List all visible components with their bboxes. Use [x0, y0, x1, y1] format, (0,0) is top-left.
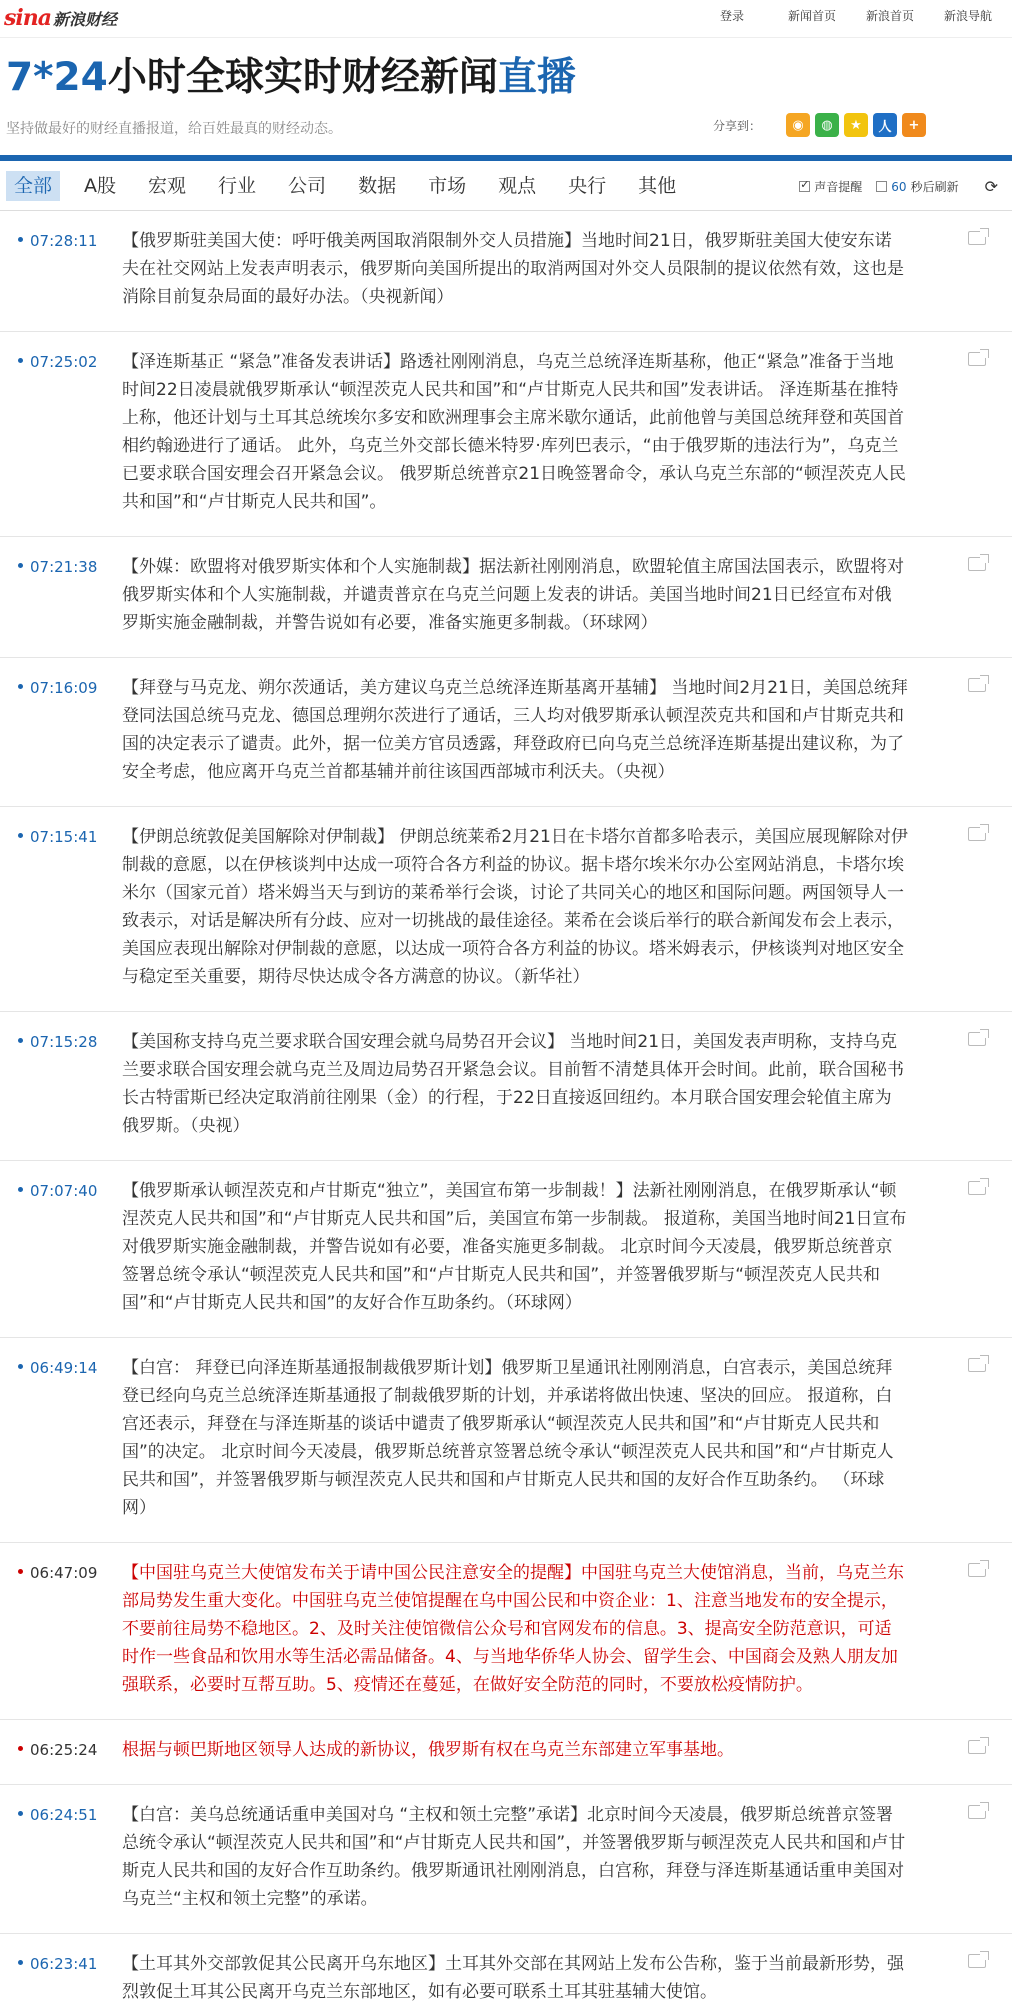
weibo-icon[interactable]: ◉ — [786, 113, 810, 137]
share-icon[interactable] — [968, 352, 986, 366]
tab-macro[interactable]: 宏观 — [148, 175, 187, 197]
tab-bar — [0, 161, 1012, 211]
bullet-dot-icon — [18, 1811, 23, 1816]
share-icon[interactable] — [968, 1563, 986, 1577]
top-bar — [0, 0, 1012, 38]
news-text: 【美国称支持乌克兰要求联合国安理会就乌局势召开会议】 当地时间21日，美国发表声明称，支持乌克兰要求联合国安理会就乌克兰及周边局势召开紧急会议。目前暂不清楚具体开会时间。此前，联合国秘书长古特雷斯已经决定取消前往刚果（金）的行程，于22日直接返回纽约。本月联合国安理会轮值主席为俄罗斯。（央视） — [122, 1032, 904, 1136]
news-text: 【中国驻乌克兰大使馆发布关于请中国公民注意安全的提醒】中国驻乌克兰大使馆消息，当前，乌克兰东部局势发生重大变化。中国驻乌克兰使馆提醒在乌中国公民和中资企业：1、注意当地发布的安全提示，不要前往局势不稳地区。2、及时关注使馆微信公众号和官网发布的信息。3、提高安全防范意识，可适时作一些食品和饮用水等生活必需品储备。4、与当地华侨华人协会、留学生会、中国商会及熟人朋友加强联系，必要时互帮互助。5、疫情还在蔓延，在做好安全防范的同时，不要放松疫情防护。 — [122, 1563, 904, 1695]
bullet-dot-icon — [18, 684, 23, 689]
tab-a-share[interactable]: A股 — [84, 175, 117, 197]
share-icon[interactable] — [968, 557, 986, 571]
news-time: 07:28:11 — [30, 232, 98, 250]
share-icon[interactable] — [968, 1181, 986, 1195]
news-time: 07:15:28 — [30, 1033, 98, 1051]
refresh-icon[interactable]: ⟳ — [984, 177, 998, 196]
bullet-dot-icon — [18, 1960, 23, 1965]
news-time: 07:07:40 — [30, 1182, 98, 1200]
share-label: 分享到： — [712, 118, 761, 133]
news-item — [0, 211, 1012, 332]
news-item — [0, 332, 1012, 537]
news-text: 【拜登与马克龙、朔尔茨通话，美方建议乌克兰总统泽连斯基离开基辅】 当地时间2月21日，美国总统拜登同法国总统马克龙、德国总理朔尔茨进行了通话，三人均对俄罗斯承认顿涅茨克共和国和卢甘斯克共和国的决定表示了谴责。此外，据一位美方官员透露，拜登政府已向乌克兰总统泽连斯基提出建议称，为了安全考虑，他应离开乌克兰首都基辅并前往该国西部城市利沃夫。（央视） — [122, 678, 908, 782]
news-item — [0, 1161, 1012, 1338]
news-text: 【白宫： 拜登已向泽连斯基通报制裁俄罗斯计划】俄罗斯卫星通讯社刚刚消息，白宫表示，美国总统拜登已经向乌克兰总统泽连斯基通报了制裁俄罗斯的计划，并承诺将做出快速、坚决的回应。 报道称，白宫还表示，拜登在与泽连斯基的谈话中谴责了俄罗斯承认“顿涅茨克人民共和国”和“卢甘斯克人民共和国”的决定。 北京时间今天凌晨，俄罗斯总统普京签署总统令承认“顿涅茨克人民共和国”和“卢甘斯克人民共和国”，并签署俄罗斯与顿涅茨克人民共和国和卢甘斯克人民共和国的友好合作互助条约。 （环球网） — [122, 1358, 894, 1518]
feed-options — [799, 177, 998, 196]
page-title — [6, 50, 576, 106]
news-text: 【俄罗斯驻美国大使：呼吁俄美两国取消限制外交人员措施】当地时间21日，俄罗斯驻美国大使安东诺夫在社交网站上发表声明表示，俄罗斯向美国所提出的取消两国对外交人员限制的提议依然有效，这也是消除目前复杂局面的最好办法。（央视新闻） — [122, 231, 904, 307]
news-feed — [0, 211, 1012, 2008]
tab-company[interactable]: 公司 — [288, 175, 327, 197]
bullet-dot-icon — [18, 1746, 23, 1751]
top-nav — [690, 7, 992, 24]
bullet-dot-icon — [18, 358, 23, 363]
news-item — [0, 807, 1012, 1012]
news-item — [0, 1543, 1012, 1720]
header — [0, 38, 1012, 155]
tab-industry[interactable]: 行业 — [218, 175, 257, 197]
share-icon[interactable] — [968, 1805, 986, 1819]
news-text: 【伊朗总统敦促美国解除对伊制裁】 伊朗总统莱希2月21日在卡塔尔首都多哈表示，美国应展现解除对伊制裁的意愿，以在伊核谈判中达成一项符合各方利益的协议。据卡塔尔埃米尔办公室网站消息，卡塔尔埃米尔（国家元首）塔米姆当天与到访的莱希举行会谈，讨论了共同关心的地区和国际问题。两国领导人一致表示，对话是解决所有分歧、应对一切挑战的最佳途径。莱希在会谈后举行的联合新闻发布会上表示，美国应表现出解除对伊制裁的意愿，以达成一项符合各方利益的协议。塔米姆表示，伊核谈判对地区安全与稳定至关重要，期待尽快达成令各方满意的协议。（新华社） — [122, 827, 908, 987]
share-icon[interactable] — [968, 1032, 986, 1046]
sound-checkbox[interactable] — [799, 181, 810, 192]
news-item — [0, 1012, 1012, 1161]
bullet-dot-icon — [18, 1569, 23, 1574]
title-part2: 小时全球实时财经新闻 — [107, 55, 498, 100]
news-text: 根据与顿巴斯地区领导人达成的新协议，俄罗斯有权在乌克兰东部建立军事基地。 — [122, 1740, 734, 1760]
share-icon[interactable] — [968, 1740, 986, 1754]
category-tabs — [6, 171, 700, 201]
news-time: 06:49:14 — [30, 1359, 98, 1377]
title-part1: 7*24 — [6, 55, 108, 100]
tab-data[interactable]: 数据 — [358, 175, 397, 197]
news-home-link[interactable]: 新闻首页 — [787, 9, 836, 23]
news-text: 【外媒：欧盟将对俄罗斯实体和个人实施制裁】据法新社刚刚消息，欧盟轮值主席国法国表示，欧盟将对俄罗斯实体和个人实施制裁，并谴责普京在乌克兰问题上发表的讲话。美国当地时间21日已经宣布对俄罗斯实施金融制裁，并警告说如有必要，准备实施更多制裁。（环球网） — [122, 557, 904, 633]
tab-all[interactable]: 全部 — [6, 171, 60, 201]
news-text: 【白宫：美乌总统通话重申美国对乌 “主权和领土完整”承诺】北京时间今天凌晨，俄罗斯总统普京签署总统令承认“顿涅茨克人民共和国”和“卢甘斯克人民共和国”，并签署俄罗斯与顿涅茨克人民共和国和卢甘斯克人民共和国的友好合作互助条约。俄罗斯通讯社刚刚消息，白宫称，拜登与泽连斯基通话重申美国对乌克兰“主权和领土完整”的承诺。 — [122, 1805, 906, 1909]
news-time: 07:16:09 — [30, 679, 98, 697]
bullet-dot-icon — [18, 563, 23, 568]
bullet-dot-icon — [18, 1364, 23, 1369]
refresh-label: 秒后刷新 — [910, 180, 959, 194]
bullet-dot-icon — [18, 1187, 23, 1192]
share-icon[interactable] — [968, 1358, 986, 1372]
news-time: 06:47:09 — [30, 1564, 98, 1582]
slogan: 坚持做最好的财经直播报道，给百姓最真的财经动态。 — [6, 121, 342, 137]
share-bar — [713, 113, 926, 137]
news-text: 【俄罗斯承认顿涅茨克和卢甘斯克“独立”，美国宣布第一步制裁！】法新社刚刚消息，在俄罗斯承认“顿涅茨克人民共和国”和“卢甘斯克人民共和国”后，美国宣布第一步制裁。 报道称，美国当地时间21日宣布对俄罗斯实施金融制裁，并警告说如有必要，准备实施更多制裁。 北京时间今天凌晨，俄罗斯总统普京签署总统令承认“顿涅茨克人民共和国”和“卢甘斯克人民共和国”，并签署俄罗斯与“顿涅茨克人民共和国”和“卢甘斯克人民共和国”的友好合作互助条约。（环球网） — [122, 1181, 907, 1313]
share-icon[interactable] — [968, 678, 986, 692]
share-icon[interactable] — [968, 1954, 986, 1968]
news-item — [0, 1720, 1012, 1785]
share-icon[interactable] — [968, 827, 986, 841]
wechat-icon[interactable]: ◍ — [815, 113, 839, 137]
login-link[interactable]: 登录 — [719, 9, 744, 23]
news-item — [0, 1934, 1012, 2008]
news-time: 07:25:02 — [30, 353, 98, 371]
sina-nav-link[interactable]: 新浪导航 — [943, 9, 992, 23]
news-time: 07:21:38 — [30, 558, 98, 576]
bullet-dot-icon — [18, 1038, 23, 1043]
news-time: 06:24:51 — [30, 1806, 98, 1824]
news-time: 06:25:24 — [30, 1741, 98, 1759]
bullet-dot-icon — [18, 237, 23, 242]
tab-market[interactable]: 市场 — [428, 175, 467, 197]
logo-brand: sina — [4, 5, 51, 31]
bullet-dot-icon — [18, 833, 23, 838]
auto-refresh-checkbox[interactable] — [876, 181, 887, 192]
news-item — [0, 658, 1012, 807]
news-time: 07:15:41 — [30, 828, 98, 846]
qzone-icon[interactable]: ★ — [844, 113, 868, 137]
logo-sub: 新浪财经 — [53, 9, 118, 29]
renren-icon[interactable]: 人 — [873, 113, 897, 137]
news-item — [0, 1338, 1012, 1543]
news-item — [0, 1785, 1012, 1934]
tab-central-bank[interactable]: 央行 — [568, 175, 607, 197]
share-icon[interactable] — [968, 231, 986, 245]
news-text: 【土耳其外交部敦促其公民离开乌东地区】土耳其外交部在其网站上发布公告称，鉴于当前最新形势，强烈敦促土耳其公民离开乌克兰东部地区，如有必要可联系土耳其驻基辅大使馆。 — [122, 1954, 904, 2002]
news-text: 【泽连斯基正 “紧急”准备发表讲话】路透社刚刚消息，乌克兰总统泽连斯基称，他正“紧急”准备于当地时间22日凌晨就俄罗斯承认“顿涅茨克人民共和国”和“卢甘斯克人民共和国”发表讲话。 泽连斯基在推特上称，他还计划与土耳其总统埃尔多安和欧洲理事会主席米歇尔通话，此前他曾与美国总统拜登和英国首相约翰逊进行了通话。 此外，乌克兰外交部长德米特罗·库列巴表示，“由于俄罗斯的违法行为”，乌克兰已要求联合国安理会召开紧急会议。 俄罗斯总统普京21日晚签署命令，承认乌克兰东部的“顿涅茨克人民共和国”和“卢甘斯克人民共和国”。 — [122, 352, 906, 512]
more-icon[interactable]: + — [902, 113, 926, 137]
refresh-seconds: 60 — [891, 179, 907, 194]
news-time: 06:23:41 — [30, 1955, 98, 1973]
title-part3: 直播 — [497, 55, 576, 100]
news-item — [0, 537, 1012, 658]
sina-home-link[interactable]: 新浪首页 — [865, 9, 914, 23]
sound-label: 声音提醒 — [814, 180, 863, 194]
tab-opinion[interactable]: 观点 — [498, 175, 537, 197]
tab-other[interactable]: 其他 — [638, 175, 677, 197]
sina-finance-logo[interactable] — [4, 4, 117, 32]
